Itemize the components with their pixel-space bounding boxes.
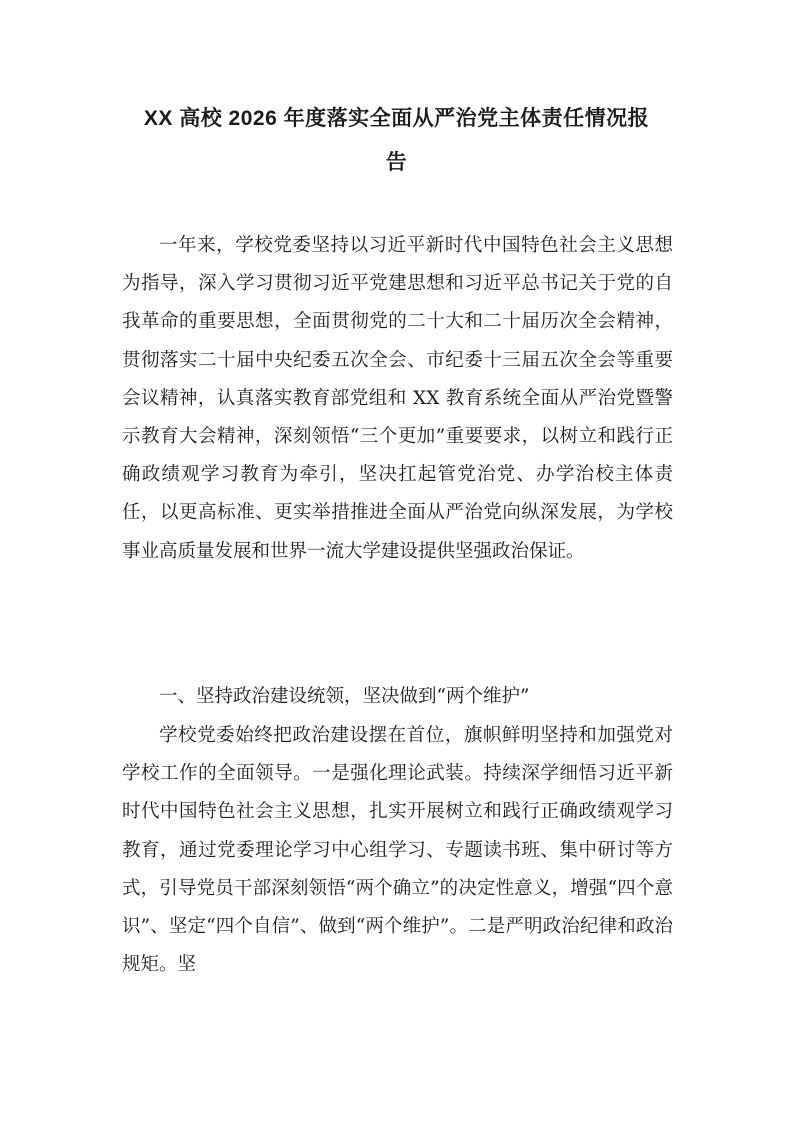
- document-title-line-2: 告: [385, 151, 408, 174]
- document-title-line-1: XX 高校 2026 年度落实全面从严治党主体责任情况报: [143, 107, 650, 130]
- section-1-heading: 一、坚持政治建设统领，坚决做到“两个维护”: [159, 686, 530, 707]
- intro-paragraph: 一年来，学校党委坚持以习近平新时代中国特色社会主义思想为指导，深入学习贯彻习近平党建思想和习近平总书记关于党的自我革命的重要思想，全面贯彻党的二十大和二十届历次全会精神，贯彻落实二十届中央纪委五次全会、市纪委十三届五次全会等重要会议精神，认真落实教育部党组和 XX 教育系统全面从严治党暨警示教育大会精神，深刻领悟“三个更加”重要要求，以树立和践行正确政绩观学习教育为牵引，坚决扛起管党治党、办学治校主体责任，以更高标准、更实举措推进全面从严治党向纵深发展，为学校事业高质量发展和世界一流大学建设提供坚强政治保证。: [122, 235, 673, 562]
- section-1-paragraph: 学校党委始终把政治建设摆在首位，旗帜鲜明坚持和加强党对学校工作的全面领导。一是强化理论武装。持续深学细悟习近平新时代中国特色社会主义思想，扎实开展树立和践行正确政绩观学习教育，通过党委理论学习中心组学习、专题读书班、集中研讨等方式，引导党员干部深刻领悟“两个确立”的决定性意义，增强“四个意识”、坚定“四个自信”、做到“两个维护”。二是严明政治纪律和政治规矩。坚: [122, 725, 673, 976]
